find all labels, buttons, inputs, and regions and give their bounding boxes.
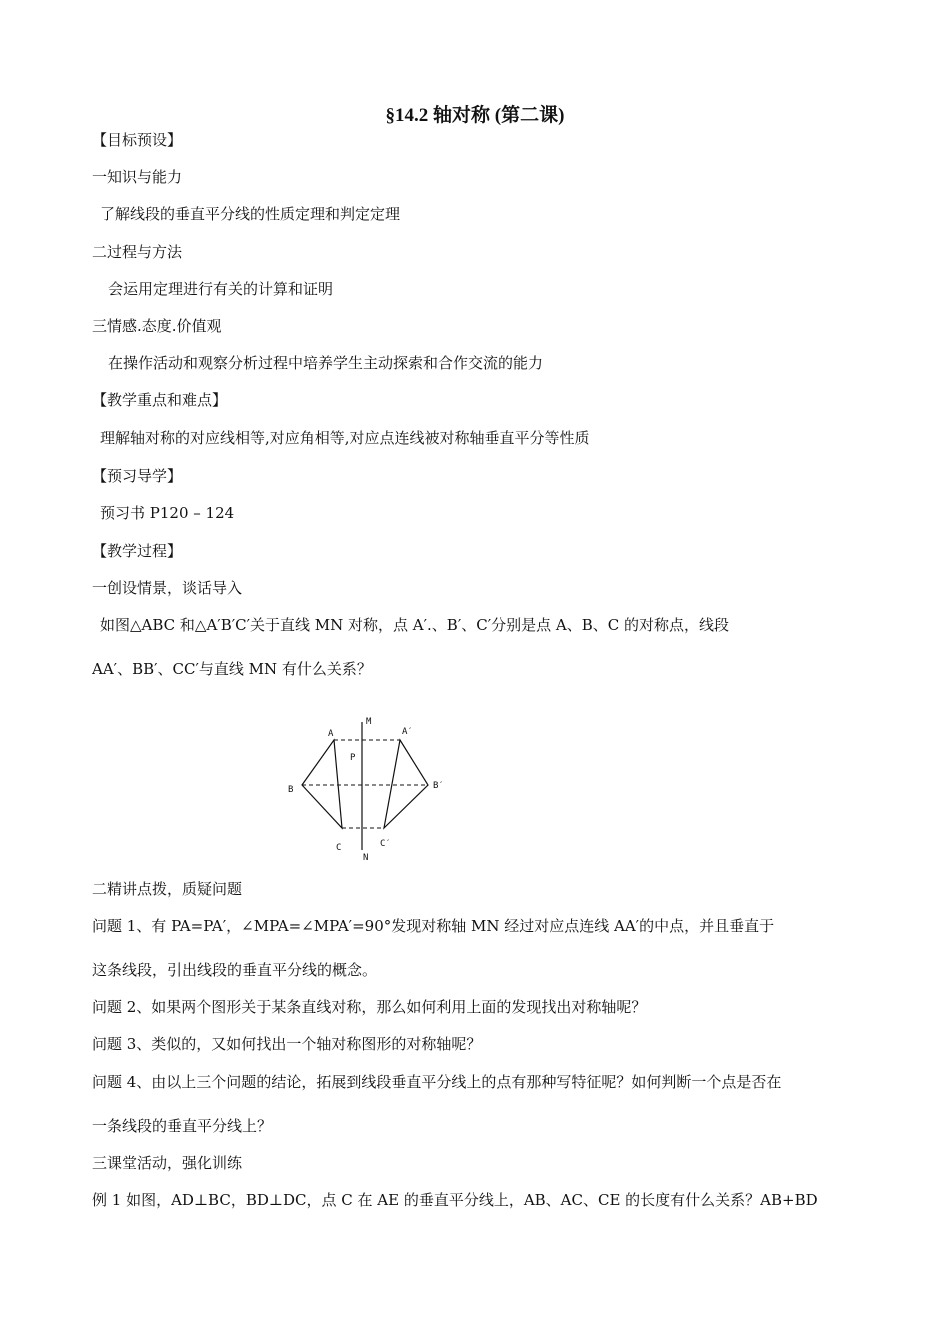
text-attitude: 在操作活动和观察分析过程中培养学生主动探索和合作交流的能力 xyxy=(108,354,544,372)
label-a: A xyxy=(328,729,334,739)
text-knowledge: 了解线段的垂直平分线的性质定理和判定定理 xyxy=(100,205,401,223)
label-c-prime: C′ xyxy=(380,839,391,849)
subheading-explain: 二精讲点拨，质疑问题 xyxy=(92,880,243,898)
label-n: N xyxy=(363,853,369,862)
section-heading-process: 【教学过程】 xyxy=(92,542,183,560)
text-process: 会运用定理进行有关的计算和证明 xyxy=(108,280,334,298)
question-4-line-2: 一条线段的垂直平分线上？ xyxy=(92,1117,273,1135)
example-1: 例 1 如图，AD⊥BC，BD⊥DC，点 C 在 AE 的垂直平分线上，AB、AC、CE 的长度有什么关系？AB+BD xyxy=(92,1191,818,1209)
question-1-line-2: 这条线段，引出线段的垂直平分线的概念。 xyxy=(92,961,378,979)
label-b: B xyxy=(288,785,294,795)
text-preview: 预习书 P120 – 124 xyxy=(100,504,235,522)
subheading-attitude: 三情感.态度.价值观 xyxy=(92,317,222,335)
label-b-prime: B′ xyxy=(433,781,444,791)
subheading-activity: 三课堂活动，强化训练 xyxy=(92,1154,243,1172)
page-title: §14.2 轴对称 (第二课) xyxy=(385,105,565,126)
subheading-knowledge: 一知识与能力 xyxy=(92,168,183,186)
subheading-process: 二过程与方法 xyxy=(92,243,183,261)
question-2: 问题 2、如果两个图形关于某条直线对称，那么如何利用上面的发现找出对称轴呢？ xyxy=(92,998,647,1016)
question-1-line-1: 问题 1、有 PA=PA′，∠MPA=∠MPA′=90°发现对称轴 MN 经过对应点连线 AA′的中点，并且垂直于 xyxy=(92,917,775,935)
question-4-line-1: 问题 4、由以上三个问题的结论，拓展到线段垂直平分线上的点有那种写特征呢？如何判断一个点是否在 xyxy=(92,1073,782,1091)
text-keypoints: 理解轴对称的对应线相等,对应角相等,对应点连线被对称轴垂直平分等性质 xyxy=(100,429,590,447)
section-heading-preview: 【预习导学】 xyxy=(92,467,183,485)
label-a-prime: A′ xyxy=(402,727,413,737)
question-3: 问题 3、类似的，又如何找出一个轴对称图形的对称轴呢？ xyxy=(92,1035,482,1053)
text-intro-1: 如图△ABC 和△A′B′C′关于直线 MN 对称，点 A′.、B′、C′分别是点 A、B、C 的对称点，线段 xyxy=(100,616,729,634)
subheading-intro: 一创设情景，谈话导入 xyxy=(92,579,243,597)
label-p: P xyxy=(350,753,356,763)
text-intro-2: AA′、BB′、CC′与直线 MN 有什么关系？ xyxy=(92,660,372,678)
label-m: M xyxy=(366,717,372,727)
symmetry-diagram xyxy=(280,712,450,862)
triangle-abc-prime xyxy=(384,740,428,828)
label-c: C xyxy=(336,843,342,853)
section-heading-keypoints: 【教学重点和难点】 xyxy=(92,391,228,409)
section-heading-goals: 【目标预设】 xyxy=(92,131,183,149)
triangle-abc xyxy=(302,740,342,828)
